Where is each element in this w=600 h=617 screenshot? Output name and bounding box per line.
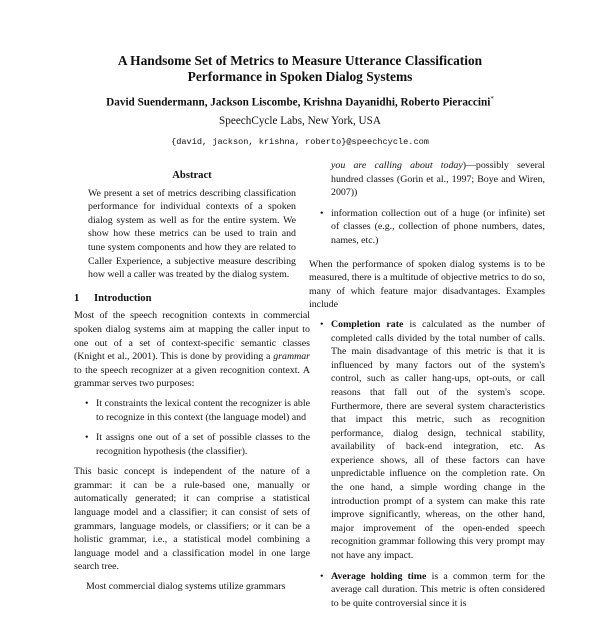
grammar-term: grammar [273,351,310,363]
title-line-1: A Handsome Set of Metrics to Measure Utterance Classification [117,53,483,68]
affiliation: SpeechCycle Labs, New York, USA [219,115,381,127]
author-footnote-mark: * [490,95,494,103]
metric-completion-rate [309,318,545,563]
title-line-2: Performance in Spoken Dialog Systems [187,69,413,84]
abstract-text: We present a set of metrics describing classification performance for individual contexts of a spoken dialog system as well as for the entire system. We show how these metrics can be used to train and tune system components and how they are related to Caller Experience, a subjective measure describing how well a caller was treated by the dialog system. [88,187,296,281]
metric-description: is a common term for the average call duration. This metric is often considered to be quite controversial since it is [331,570,545,609]
section-number: 1 [74,292,80,304]
quoted-prompt: you are calling about today [331,160,463,171]
bullet-icon: • [320,318,324,330]
intro-text-a: Most of the speech recognition contexts in commercial spoken dialog systems aim at mapping the caller input to one out of a set of context-specific semantic classes (Knight et al., 2001). This is done by providing a [74,310,310,363]
metric-term: Average holding time [331,570,427,582]
left-column [74,165,310,600]
author-emails: {david, jackson, krishna, roberto}@speechcycle.com [171,137,429,147]
list-item-text: It assigns one out of a set of possible classes to the recognition hypothesis (the classifier). [96,432,310,457]
metric-term: Completion rate [331,318,404,330]
right-column [309,160,545,617]
intro-text-b: to the speech recognizer at a given recognition context. A grammar serves two purposes: [74,364,310,390]
intro-paragraph-3: Most commercial dialog systems utilize grammars [86,581,286,593]
section-title: Introduction [94,292,152,304]
intro-paragraph-1 [74,309,310,391]
metric-description: is calculated as the number of completed calls divided by the total number of calls. The main disadvantage of this metric is that it is influenced by many factors out of the system's control, such as caller hang-ups, opt-outs, or call reasons that fall out of the system's scope. Furthermore, there are several system characteristics that impact this metric, such as recognition performance, dialog design, technical stability, availability of back-end integration, etc. As experience shows, all of these factors can have unpredictable influence on the completion rate. On the one hand, a simple wording change in the introduction prompt of a system can make this rate improve significantly, whereas, on the other hand, major improvement of the open-ended speech recognition grammar following this very prompt may not have any impact. [331,318,545,562]
paper-title [0,53,600,85]
list-item [74,397,310,424]
purpose-list [74,397,310,458]
list-item-continued [309,159,545,200]
author-list [0,95,600,109]
metric-list [309,318,545,610]
list-item [309,207,545,248]
abstract-heading: Abstract [172,170,212,181]
list-item [74,431,310,458]
list-item-text: information collection out of a huge (or infinite) set of classes (e.g., collection of phone numbers, dates, names, etc.) [331,207,545,246]
bullet-icon: • [320,207,324,219]
context-type-list [309,159,545,248]
author-names: David Suendermann, Jackson Liscombe, Krishna Dayanidhi, Roberto Pieraccini [106,96,491,109]
section-heading-introduction [74,292,310,306]
bullet-icon: • [85,397,89,409]
bullet-icon: • [85,432,89,444]
performance-paragraph: When the performance of spoken dialog systems is to be measured, there is a multitude of objective metrics to do so, many of which feature major disadvantages. Examples include [309,258,545,311]
bullet-icon: • [320,570,324,582]
list-item-text: )—possibly several hundred classes (Gorin et al., 1997; Boye and Wiren, 2007)) [331,160,545,199]
intro-paragraph-2: This basic concept is independent of the nature of a grammar: it can be a rule-based one, manually or automatically generated; it can comprise a statistical language model and a classifier; it can consist of sets of grammars, language models, or classifiers; or it can be a holistic grammar, i.e., a statistical model combining a language model and a classification model in one large search tree. [74,466,310,573]
list-item-text: It constraints the lexical content the recognizer is able to recognize in this context (the language model) and [96,397,310,423]
metric-average-holding-time [309,570,545,611]
